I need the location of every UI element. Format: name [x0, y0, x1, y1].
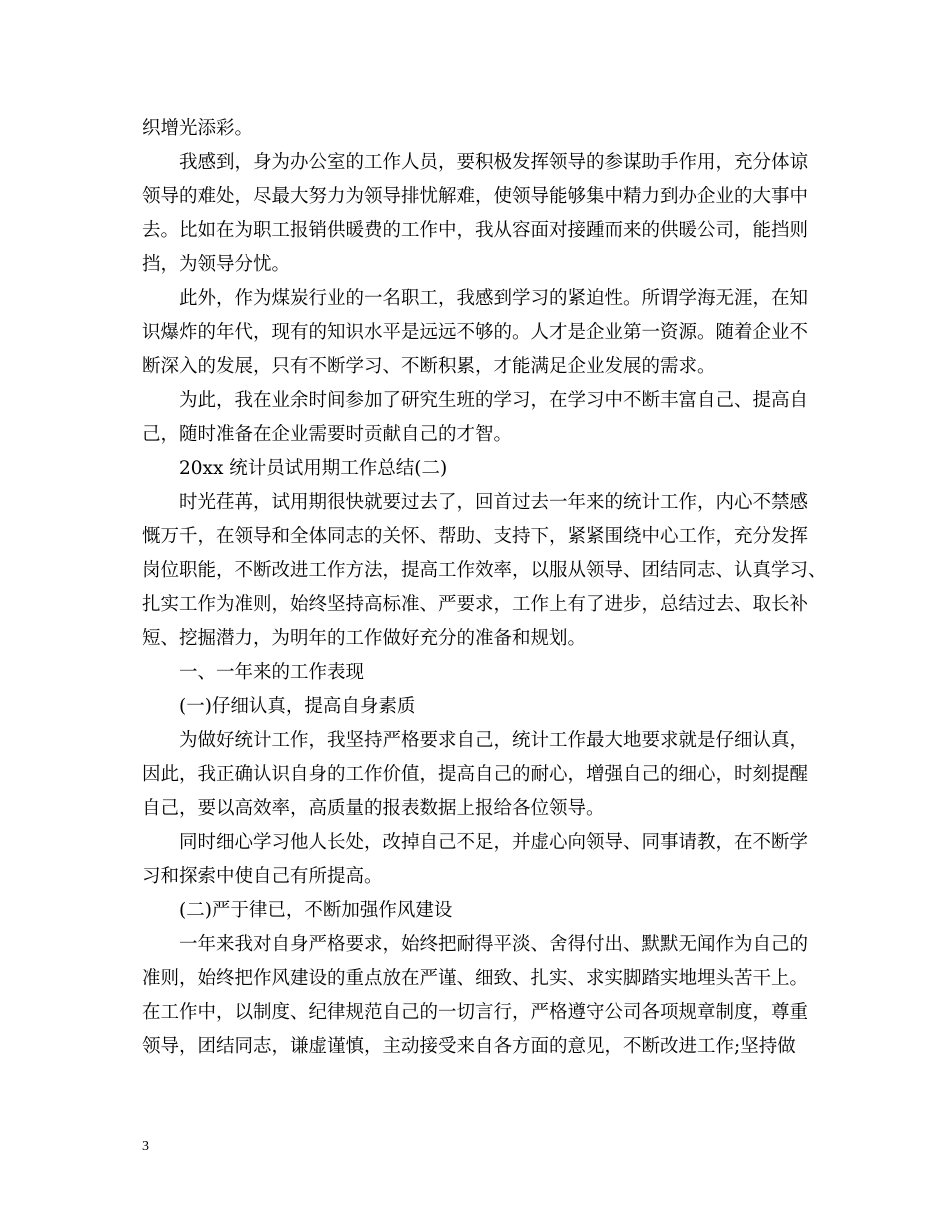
text-line: 短、挖掘潜力，为明年的工作做好充分的准备和规划。 [142, 628, 587, 649]
text-line: 断深入的发展，只有不断学习、不断积累，才能满足企业发展的需求。 [142, 356, 716, 377]
page-number: 3 [142, 1139, 149, 1154]
text-line: 织增光添彩。 [142, 118, 254, 139]
text-line: 因此，我正确认识自身的工作价值，提高自己的耐心，增强自己的细心，时刻提醒 [142, 764, 809, 785]
paragraph-start-line: 此外，作为煤炭行业的一名职工，我感到学习的紧迫性。所谓学海无涯，在知 [179, 288, 809, 309]
subsection-heading: (二)严于律已，不断加强作风建设 [179, 900, 453, 921]
text-line: 领导的难处，尽最大努力为领导排忧解难，使领导能够集中精力到办企业的大事中 [142, 186, 809, 207]
paragraph-start-line: 我感到，身为办公室的工作人员，要积极发挥领导的参谋助手作用，充分体谅 [179, 152, 809, 173]
paragraph-start-line: 为做好统计工作，我坚持严格要求自己，统计工作最大地要求就是仔细认真， [179, 730, 809, 751]
section-heading: 一、一年来的工作表现 [179, 662, 365, 683]
text-line: 慨万千，在领导和全体同志的关怀、帮助、支持下，紧紧围绕中心工作，充分发挥 [142, 526, 809, 547]
text-line: 挡，为领导分忧。 [142, 254, 291, 275]
paragraph-start-line: 时光荏苒，试用期很快就要过去了，回首过去一年来的统计工作，内心不禁感 [179, 492, 809, 513]
subsection-heading: (一)仔细认真，提高自身素质 [179, 696, 416, 717]
paragraph-start-line: 为此，我在业余时间参加了研究生班的学习，在学习中不断丰富自己、提高自 [179, 390, 809, 411]
text-line: 去。比如在为职工报销供暖费的工作中，我从容面对接踵而来的供暖公司，能挡则 [142, 220, 809, 241]
text-line: 己，随时准备在企业需要时贡献自己的才智。 [142, 424, 513, 445]
section-title: 20xx 统计员试用期工作总结(二) [179, 458, 448, 479]
text-line: 扎实工作为准则，始终坚持高标准、严要求，工作上有了进步，总结过去、取长补 [142, 594, 809, 615]
text-line: 习和探索中使自己有所提高。 [142, 866, 383, 887]
text-line: 识爆炸的年代，现有的知识水平是远远不够的。人才是企业第一资源。随着企业不 [142, 322, 809, 343]
text-line: 在工作中，以制度、纪律规范自己的一切言行，严格遵守公司各项规章制度，尊重 [142, 1002, 809, 1023]
text-line: 领导，团结同志，谦虚谨慎，主动接受来自各方面的意见，不断改进工作;坚持做 [142, 1036, 796, 1057]
text-line: 自己，要以高效率，高质量的报表数据上报给各位领导。 [142, 798, 605, 819]
paragraph-start-line: 同时细心学习他人长处，改掉自己不足，并虚心向领导、同事请教，在不断学 [179, 832, 809, 853]
text-line: 岗位职能，不断改进工作方法，提高工作效率，以服从领导、团结同志、认真学习、 [142, 560, 827, 581]
paragraph-start-line: 一年来我对自身严格要求，始终把耐得平淡、舍得付出、默默无闻作为自己的 [179, 934, 809, 955]
text-line: 准则，始终把作风建设的重点放在严谨、细致、扎实、求实脚踏实地埋头苦干上。 [142, 968, 809, 989]
